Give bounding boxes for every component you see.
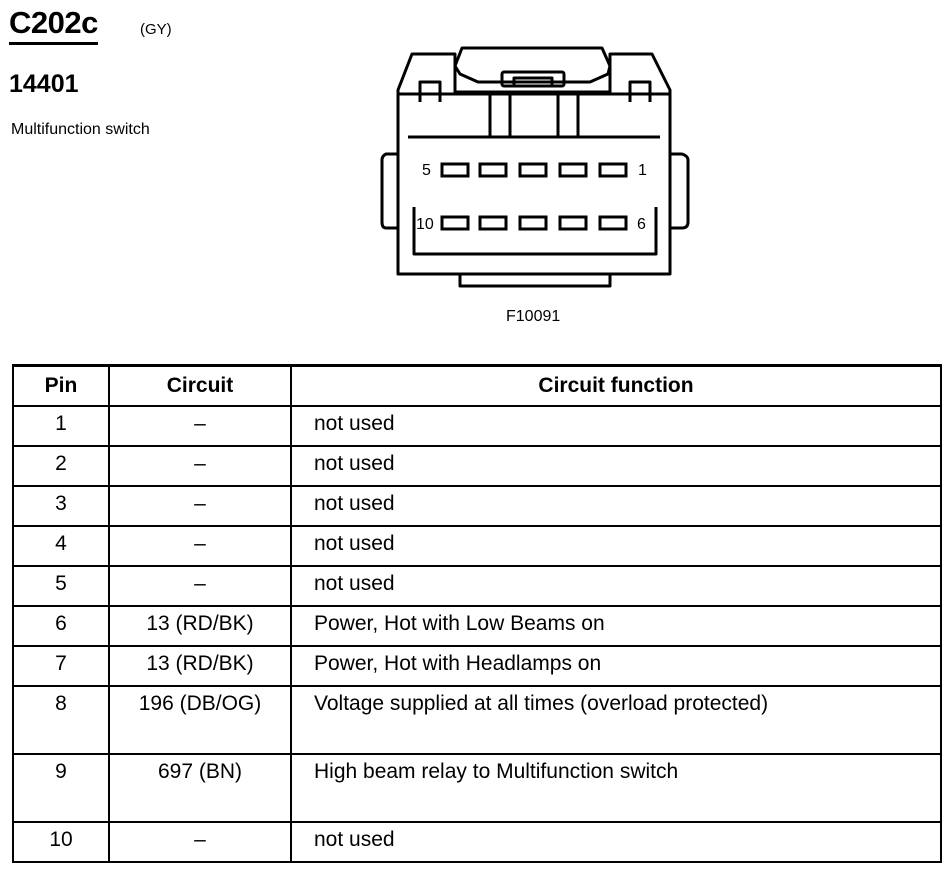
pin-cell: 5 bbox=[13, 566, 109, 606]
table-row bbox=[13, 446, 941, 486]
table-row bbox=[13, 646, 941, 686]
pin-cell: 1 bbox=[13, 406, 109, 446]
table-header-row bbox=[13, 366, 941, 407]
pin-cavity bbox=[480, 164, 506, 176]
table-row bbox=[13, 822, 941, 862]
pin-label-top-left: 5 bbox=[422, 162, 431, 179]
part-number: 14401 bbox=[9, 70, 79, 98]
function-cell: Voltage supplied at all times (overload protected) bbox=[291, 686, 941, 754]
column-header-function: Circuit function bbox=[291, 366, 941, 407]
table-row bbox=[13, 406, 941, 446]
table-row bbox=[13, 486, 941, 526]
circuit-cell: – bbox=[109, 486, 291, 526]
table-row bbox=[13, 754, 941, 822]
circuit-cell: – bbox=[109, 406, 291, 446]
part-description: Multifunction switch bbox=[11, 121, 150, 138]
pin-cavity bbox=[560, 217, 586, 229]
pin-cell: 4 bbox=[13, 526, 109, 566]
circuit-cell: – bbox=[109, 446, 291, 486]
pin-cavity bbox=[520, 217, 546, 229]
function-cell: High beam relay to Multifunction switch bbox=[291, 754, 941, 822]
circuit-cell: – bbox=[109, 822, 291, 862]
function-cell: Power, Hot with Low Beams on bbox=[291, 606, 941, 646]
pin-cavity bbox=[520, 164, 546, 176]
function-cell: not used bbox=[291, 486, 941, 526]
column-header-circuit: Circuit bbox=[109, 366, 291, 407]
function-cell: not used bbox=[291, 526, 941, 566]
function-cell: not used bbox=[291, 822, 941, 862]
connector-id: C202c bbox=[9, 4, 98, 45]
table-row bbox=[13, 526, 941, 566]
pin-label-bottom-left: 10 bbox=[416, 216, 434, 233]
table-row bbox=[13, 566, 941, 606]
column-header-pin: Pin bbox=[13, 366, 109, 407]
pin-cavity bbox=[480, 217, 506, 229]
circuit-cell: – bbox=[109, 526, 291, 566]
pin-cell: 7 bbox=[13, 646, 109, 686]
circuit-cell: – bbox=[109, 566, 291, 606]
pin-cavity bbox=[442, 164, 468, 176]
circuit-cell: 13 (RD/BK) bbox=[109, 606, 291, 646]
pin-cell: 6 bbox=[13, 606, 109, 646]
table-row bbox=[13, 606, 941, 646]
circuit-cell: 13 (RD/BK) bbox=[109, 646, 291, 686]
pin-label-top-right: 1 bbox=[638, 162, 647, 179]
color-code: (GY) bbox=[140, 21, 172, 38]
pin-cavity bbox=[560, 164, 586, 176]
connector-face-diagram bbox=[380, 42, 692, 292]
pinout-table bbox=[12, 364, 942, 863]
pin-cell: 10 bbox=[13, 822, 109, 862]
function-cell: Power, Hot with Headlamps on bbox=[291, 646, 941, 686]
pin-cell: 8 bbox=[13, 686, 109, 754]
pin-cavity bbox=[442, 217, 468, 229]
pin-cavity bbox=[600, 164, 626, 176]
circuit-cell: 196 (DB/OG) bbox=[109, 686, 291, 754]
pin-cell: 3 bbox=[13, 486, 109, 526]
pin-cell: 9 bbox=[13, 754, 109, 822]
function-cell: not used bbox=[291, 406, 941, 446]
pin-cavity bbox=[600, 217, 626, 229]
pin-label-bottom-right: 6 bbox=[637, 216, 646, 233]
function-cell: not used bbox=[291, 566, 941, 606]
function-cell: not used bbox=[291, 446, 941, 486]
circuit-cell: 697 (BN) bbox=[109, 754, 291, 822]
table-row bbox=[13, 686, 941, 754]
pin-cell: 2 bbox=[13, 446, 109, 486]
figure-id: F10091 bbox=[506, 308, 561, 325]
